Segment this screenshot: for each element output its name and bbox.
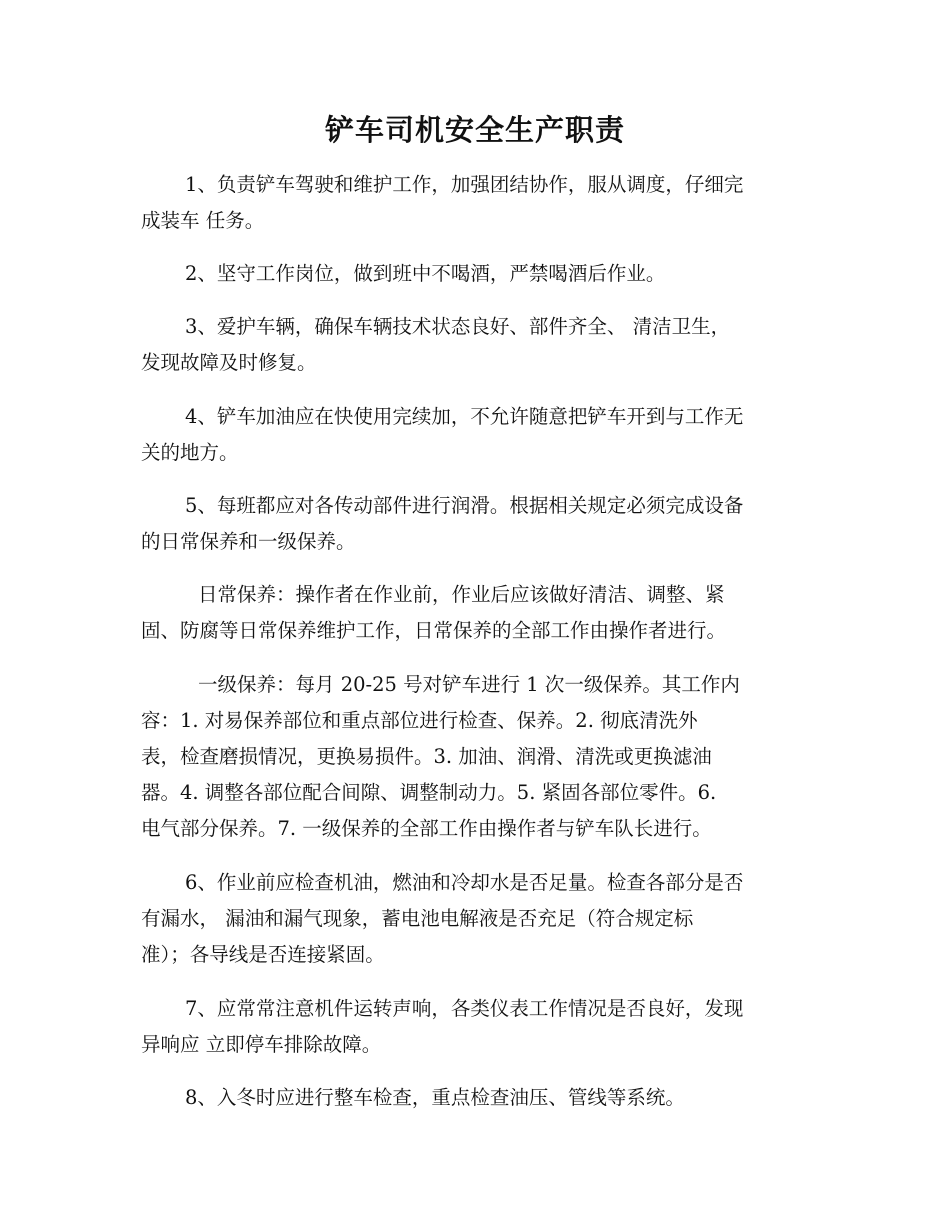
paragraph-line: 一级保养：每月 20-25 号对铲车进行 1 次一级保养。其工作内 <box>198 673 740 696</box>
paragraph-line: 异响应 立即停车排除故障。 <box>141 1033 382 1056</box>
paragraph-line: 4、铲车加油应在快使用完续加，不允许随意把铲车开到与工作无 <box>185 405 744 428</box>
paragraph-line: 8、入冬时应进行整车检查，重点检查油压、管线等系统。 <box>185 1086 685 1109</box>
paragraph-line: 日常保养：操作者在作业前，作业后应该做好清洁、调整、紧 <box>198 583 725 606</box>
document-title: 铲车司机安全生产职责 <box>324 113 625 147</box>
paragraph-line: 准）；各导线是否连接紧固。 <box>141 943 385 966</box>
paragraph-line: 有漏水， 漏油和漏气现象，蓄电池电解液是否充足（符合规定标 <box>141 907 694 930</box>
paragraph-line: 固、防腐等日常保养维护工作，日常保养的全部工作由操作者进行。 <box>141 619 727 642</box>
paragraph-line: 6、作业前应检查机油，燃油和冷却水是否足量。检查各部分是否 <box>185 871 744 894</box>
paragraph-line: 3、爱护车辆，确保车辆技术状态良好、部件齐全、 清洁卫生， <box>185 315 731 338</box>
paragraph-line: 5、每班都应对各传动部件进行润滑。根据相关规定必须完成设备 <box>185 494 744 517</box>
paragraph-line: 2、坚守工作岗位，做到班中不喝酒，严禁喝酒后作业。 <box>185 262 666 285</box>
paragraph-line: 容：1. 对易保养部位和重点部位进行检查、保养。2. 彻底清洗外 <box>141 709 698 732</box>
paragraph-line: 7、应常常注意机件运转声响，各类仪表工作情况是否良好，发现 <box>185 997 744 1020</box>
paragraph-line: 的日常保养和一级保养。 <box>141 530 356 553</box>
paragraph-line: 成装车 任务。 <box>141 209 265 232</box>
paragraph-line: 1、负责铲车驾驶和维护工作，加强团结协作，服从调度，仔细完 <box>185 173 744 196</box>
paragraph-line: 发现故障及时修复。 <box>141 351 317 374</box>
paragraph-line: 器。4. 调整各部位配合间隙、调整制动力。5. 紧固各部位零件。6. <box>141 781 717 804</box>
paragraph-line: 电气部分保养。7. 一级保养的全部工作由操作者与铲车队长进行。 <box>141 817 712 840</box>
paragraph-line: 关的地方。 <box>141 441 239 464</box>
paragraph-line: 表，检查磨损情况，更换易损件。3. 加油、润滑、清洗或更换滤油 <box>141 745 712 768</box>
